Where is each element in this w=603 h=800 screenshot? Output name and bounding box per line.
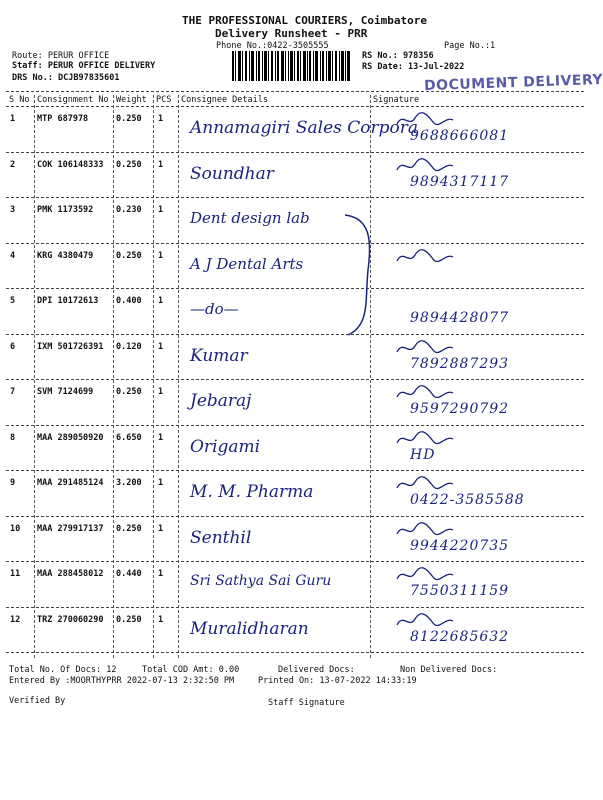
row-signature-handwritten: HD bbox=[410, 446, 436, 463]
row-pcs: 1 bbox=[158, 114, 164, 124]
row-consignment-no: IXM 501726391 bbox=[37, 341, 104, 352]
row-pcs: 1 bbox=[158, 250, 164, 261]
row-sno: 1 bbox=[10, 114, 16, 124]
row-weight: 0.120 bbox=[116, 341, 142, 352]
row-pcs: 1 bbox=[158, 159, 164, 170]
row-signature-handwritten: 8122685632 bbox=[410, 628, 510, 645]
signature-scribble bbox=[395, 110, 455, 130]
row-consignment-no: PMK 1173592 bbox=[37, 205, 94, 215]
row-sno: 4 bbox=[10, 250, 16, 261]
row-consignee-handwritten: Sri Sathya Sai Guru bbox=[190, 573, 332, 589]
non-delivered-docs: Non Delivered Docs: bbox=[400, 665, 498, 675]
row-consignment-no: SVM 7124699 bbox=[37, 387, 94, 397]
col-divider bbox=[178, 95, 179, 658]
row-weight: 0.440 bbox=[116, 569, 142, 579]
rs-number: RS No.: 978356 bbox=[362, 51, 434, 61]
col-divider bbox=[153, 95, 154, 658]
row-separator bbox=[6, 197, 584, 198]
row-sno: 7 bbox=[10, 387, 16, 397]
row-consignment-no: MAA 291485124 bbox=[37, 478, 104, 488]
col-weight: Weight bbox=[116, 95, 147, 105]
signature-scribble bbox=[395, 474, 455, 494]
row-consignment-no: TRZ 270060290 bbox=[37, 614, 104, 625]
row-signature-handwritten: 9944220735 bbox=[410, 537, 510, 554]
row-sno: 3 bbox=[10, 205, 16, 215]
row-pcs: 1 bbox=[158, 296, 164, 306]
row-consignee-handwritten: Dent design lab bbox=[190, 209, 310, 227]
row-separator bbox=[6, 334, 584, 335]
row-separator bbox=[6, 379, 584, 380]
header-rule-bottom bbox=[6, 106, 584, 107]
row-weight: 0.250 bbox=[116, 614, 142, 625]
row-consignment-no: DPI 10172613 bbox=[37, 296, 99, 306]
row-separator bbox=[6, 288, 584, 289]
col-divider bbox=[113, 95, 114, 658]
row-consignee-handwritten: Annamagiri Sales Corpora bbox=[190, 118, 419, 138]
staff-signature: Staff Signature bbox=[268, 698, 345, 708]
row-separator bbox=[6, 243, 584, 244]
row-consignment-no: COK 106148333 bbox=[37, 159, 104, 170]
row-consignee-handwritten: M. M. Pharma bbox=[190, 482, 314, 502]
col-consignment: Consignment No bbox=[37, 95, 109, 105]
col-pcs: PCS bbox=[156, 95, 172, 105]
col-signature: Signature bbox=[373, 95, 420, 105]
row-separator bbox=[6, 561, 584, 562]
row-pcs: 1 bbox=[158, 432, 164, 443]
rs-date: RS Date: 13-Jul-2022 bbox=[362, 62, 465, 72]
route: Route: PERUR OFFICE bbox=[12, 51, 110, 61]
row-sno: 8 bbox=[10, 432, 16, 443]
row-consignee-handwritten: Origami bbox=[190, 436, 261, 457]
row-sno: 10 bbox=[10, 523, 21, 534]
row-weight: 3.200 bbox=[116, 478, 142, 488]
row-consignment-no: MAA 288458012 bbox=[37, 569, 104, 579]
row-weight: 0.250 bbox=[116, 114, 142, 124]
drs-number: DRS No.: DCJB97835601 bbox=[12, 73, 120, 83]
row-signature-handwritten: 9688666081 bbox=[410, 128, 510, 144]
row-separator bbox=[6, 607, 584, 608]
entered-by: Entered By :MOORTHYPRR 2022-07-13 2:32:50 PM bbox=[9, 676, 235, 686]
row-weight: 0.400 bbox=[116, 296, 142, 306]
row-sno: 9 bbox=[10, 478, 16, 488]
signature-scribble bbox=[395, 156, 455, 176]
signature-scribble bbox=[395, 565, 455, 585]
col-consignee: Consignee Details bbox=[181, 95, 268, 105]
row-weight: 0.250 bbox=[116, 159, 142, 170]
company-name: THE PROFESSIONAL COURIERS, Coimbatore bbox=[182, 14, 428, 27]
row-consignment-no: MAA 289050920 bbox=[37, 432, 104, 443]
row-separator bbox=[6, 652, 584, 653]
row-separator bbox=[6, 470, 584, 471]
row-signature-handwritten: 9894317117 bbox=[410, 173, 510, 190]
row-weight: 0.250 bbox=[116, 387, 142, 397]
row-sno: 12 bbox=[10, 614, 21, 625]
col-divider bbox=[370, 95, 371, 658]
page-number: Page No.:1 bbox=[444, 41, 496, 51]
row-sno: 11 bbox=[10, 569, 21, 579]
row-separator bbox=[6, 516, 584, 517]
row-pcs: 1 bbox=[158, 478, 164, 488]
row-pcs: 1 bbox=[158, 523, 164, 534]
row-consignee-handwritten: Senthil bbox=[190, 527, 252, 548]
row-consignee-handwritten: A J Dental Arts bbox=[190, 254, 304, 273]
row-consignee-handwritten: —do— bbox=[190, 300, 239, 318]
row-pcs: 1 bbox=[158, 205, 164, 215]
barcode bbox=[232, 51, 350, 81]
delivered-docs: Delivered Docs: bbox=[278, 665, 355, 675]
row-separator bbox=[6, 152, 584, 153]
doc-title: Delivery Runsheet - PRR bbox=[215, 27, 368, 40]
row-signature-handwritten: 0422-3585588 bbox=[410, 492, 525, 508]
row-sno: 6 bbox=[10, 341, 16, 352]
row-weight: 6.650 bbox=[116, 432, 142, 443]
row-consignee-handwritten: Jebaraj bbox=[190, 391, 252, 411]
row-pcs: 1 bbox=[158, 569, 164, 579]
row-pcs: 1 bbox=[158, 341, 164, 352]
signature-scribble bbox=[395, 247, 455, 267]
col-divider bbox=[34, 95, 35, 658]
printed-on: Printed On: 13-07-2022 14:33:19 bbox=[258, 676, 417, 686]
total-cod: Total COD Amt: 0.00 bbox=[142, 665, 240, 675]
signature-scribble bbox=[395, 520, 455, 540]
signature-scribble bbox=[395, 383, 455, 403]
document-delivery-stamp: DOCUMENT DELIVERY bbox=[423, 71, 603, 95]
row-consignment-no: MTP 687978 bbox=[37, 114, 89, 124]
row-sno: 5 bbox=[10, 296, 16, 306]
verified-by: Verified By bbox=[9, 696, 66, 706]
row-consignment-no: MAA 279917137 bbox=[37, 523, 104, 534]
row-consignee-handwritten: Soundhar bbox=[190, 163, 274, 184]
row-consignee-handwritten: Muralidharan bbox=[190, 618, 309, 639]
row-pcs: 1 bbox=[158, 614, 164, 625]
row-weight: 0.250 bbox=[116, 523, 142, 534]
row-weight: 0.250 bbox=[116, 250, 142, 261]
header-rule-top bbox=[6, 91, 584, 92]
signature-scribble bbox=[395, 338, 455, 358]
row-pcs: 1 bbox=[158, 387, 164, 397]
signature-scribble bbox=[395, 429, 455, 449]
col-sno: S No bbox=[9, 95, 30, 105]
row-consignee-handwritten: Kumar bbox=[190, 345, 248, 366]
row-signature-handwritten: 7892887293 bbox=[410, 355, 510, 372]
total-docs: Total No. Of Docs: 12 bbox=[9, 665, 117, 675]
row-signature-handwritten: 9894428077 bbox=[410, 310, 510, 326]
row-sno: 2 bbox=[10, 159, 16, 170]
staff: Staff: PERUR OFFICE DELIVERY bbox=[12, 61, 156, 71]
phone-number: Phone No.:0422-3505555 bbox=[216, 41, 329, 51]
bracket-mark bbox=[340, 210, 380, 344]
row-weight: 0.230 bbox=[116, 205, 142, 215]
row-consignment-no: KRG 4380479 bbox=[37, 250, 94, 261]
row-separator bbox=[6, 425, 584, 426]
signature-scribble bbox=[395, 611, 455, 631]
row-signature-handwritten: 9597290792 bbox=[410, 401, 510, 417]
row-signature-handwritten: 7550311159 bbox=[410, 583, 510, 599]
